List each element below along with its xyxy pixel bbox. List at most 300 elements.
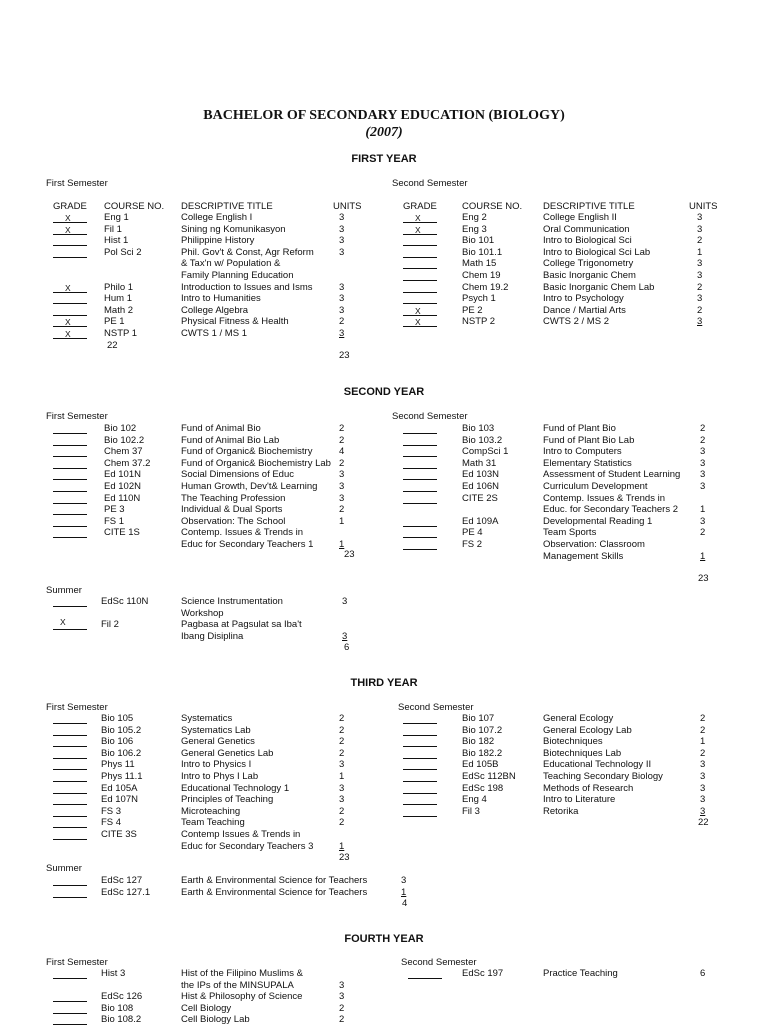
grade-blank: [53, 526, 87, 527]
units-value: 2: [339, 736, 345, 748]
units-value: 3: [697, 293, 703, 305]
units-value: 2: [697, 281, 703, 293]
course-no: Bio 108: [101, 1002, 134, 1014]
descriptive-title: Sining ng Komunikasyon: [181, 223, 286, 235]
grade-blank: [53, 1024, 87, 1025]
descriptive-title: Developmental Reading 1: [543, 515, 653, 527]
descriptive-title: Philippine History: [181, 235, 255, 247]
course-no: Ed 110N: [104, 492, 141, 504]
document-year: (2007): [365, 125, 403, 140]
descriptive-title: Cell Biology: [181, 1002, 232, 1014]
units-value: 3: [339, 492, 345, 504]
course-no: NSTP 2: [462, 316, 496, 328]
units-value: 2: [339, 316, 345, 328]
units-value: 3: [697, 316, 703, 328]
units-value: 3: [700, 805, 706, 817]
units-value: 3: [401, 875, 407, 886]
grade-blank: [53, 606, 87, 607]
grade-mark: X: [65, 282, 71, 293]
grade-blank: [53, 978, 87, 979]
course-no: Bio 101: [462, 235, 495, 247]
course-no: Chem 37.2: [104, 457, 151, 469]
descriptive-title: Family Planning Education: [181, 270, 294, 281]
units-value: 2: [339, 805, 345, 817]
units-value: 3: [697, 270, 703, 281]
course-no: Phys 11: [101, 759, 135, 771]
semester-label: First Semester: [46, 957, 108, 968]
grade-mark: X: [65, 224, 71, 235]
units-value: 3: [700, 782, 706, 794]
descriptive-title: Intro to Computers: [543, 446, 622, 458]
grade-mark: X: [65, 317, 71, 328]
course-no: EdSc 127.1: [101, 886, 151, 898]
descriptive-title: Observation: The School: [181, 515, 286, 527]
units-total: 4: [402, 898, 408, 909]
descriptive-title: Intro to Literature: [543, 794, 616, 806]
grade-blank: [53, 491, 87, 492]
course-no: Bio 103: [462, 423, 495, 434]
grade-blank: [403, 735, 437, 736]
course-no: Bio 105.2: [101, 724, 142, 736]
grade-blank: [403, 793, 437, 794]
grade-blank: [53, 735, 87, 736]
descriptive-title: Systematics: [181, 713, 233, 724]
semester-label: First Semester: [46, 411, 108, 422]
descriptive-title: Curriculum Development: [543, 481, 648, 492]
semester-label: First Semester: [46, 702, 108, 713]
units-value: 2: [697, 235, 703, 247]
grade-blank: [53, 769, 87, 770]
descriptive-title: Human Growth, Dev't& Learning: [181, 481, 318, 492]
grade-blank: [403, 303, 437, 304]
semester-label: Second Semester: [392, 411, 468, 422]
descriptive-title: Intro to Psychology: [543, 293, 624, 305]
descriptive-title: Teaching Secondary Biology: [543, 771, 663, 782]
units-header: UNITS: [689, 201, 718, 212]
units-value: 3: [700, 457, 706, 469]
units-value: 1: [700, 736, 706, 748]
year-heading: FOURTH YEAR: [344, 933, 424, 945]
units-value: 3: [339, 328, 345, 339]
grade-blank: [403, 549, 437, 550]
grade-blank: [53, 723, 87, 724]
descriptive-title: General Genetics: [181, 736, 255, 748]
course-no: Fil 1: [104, 223, 122, 235]
units-value: 1: [339, 840, 345, 852]
descriptive-title: Educational Technology II: [543, 759, 652, 771]
units-total: 6: [344, 642, 350, 653]
course-no: Math 15: [462, 258, 497, 270]
grade-blank: [403, 758, 437, 759]
descriptive-title: Educational Technology 1: [181, 782, 290, 794]
grade-blank: [53, 1001, 87, 1002]
descriptive-title: CWTS 1 / MS 1: [181, 328, 247, 339]
units-total: 23: [344, 549, 355, 560]
descriptive-title: General Ecology: [543, 713, 614, 724]
course-no: FS 1: [104, 515, 125, 527]
document-title: BACHELOR OF SECONDARY EDUCATION (BIOLOGY): [203, 108, 565, 123]
grade-blank: [403, 445, 437, 446]
grade-header: GRADE: [403, 201, 437, 212]
grade-blank: [53, 514, 87, 515]
descriptive-title: Intro to Biological Sci: [543, 235, 632, 247]
units-value: 3: [339, 212, 345, 223]
course-no: FS 3: [101, 805, 122, 817]
units-value: 3: [339, 481, 345, 492]
descriptive-title: College Trigonometry: [543, 258, 634, 270]
units-value: 3: [700, 759, 706, 771]
descriptive-title: Hist of the Filipino Muslims &: [181, 968, 303, 979]
course-no: Eng 2: [462, 212, 487, 223]
descriptive-title: Contemp Issues & Trends in: [181, 829, 301, 840]
descriptive-title: College Algebra: [181, 304, 249, 316]
course-no: Bio 105: [101, 713, 134, 724]
descriptive-title: Hist & Philosophy of Science: [181, 991, 303, 1003]
units-value: 1: [401, 886, 407, 898]
grade-blank: [53, 804, 87, 805]
grade-blank: [53, 257, 87, 258]
course-no: Ed 102N: [104, 481, 141, 492]
units-value: 2: [697, 304, 703, 316]
semester-label: Second Semester: [401, 957, 477, 968]
grade-blank: [403, 456, 437, 457]
descriptive-title: Elementary Statistics: [543, 457, 632, 469]
course-no: Math 2: [104, 304, 134, 316]
course-no: Eng 3: [462, 223, 487, 235]
grade-blank: [53, 629, 87, 630]
course-no: Psych 1: [462, 293, 496, 305]
grade-blank: [403, 769, 437, 770]
descriptive-title: Methods of Research: [543, 782, 634, 794]
descriptive-title: Microteaching: [181, 805, 241, 817]
units-total: 22: [698, 817, 709, 828]
descriptive-title: Intro to Physics I: [181, 759, 252, 771]
units-value: 3: [339, 223, 345, 235]
units-value: 1: [339, 539, 345, 550]
year-heading: THIRD YEAR: [350, 677, 418, 689]
course-no: Bio 107: [462, 713, 495, 724]
course-no: Ed 103N: [462, 469, 499, 481]
grade-mark: X: [415, 317, 421, 328]
descriptive-title: Biotechniques Lab: [543, 747, 622, 759]
descriptive-title: Principles of Teaching: [181, 794, 274, 806]
course-no: Ed 107N: [101, 794, 138, 806]
units-value: 3: [342, 630, 348, 642]
course-no: Bio 102.2: [104, 434, 145, 446]
course-no: Ed 105B: [462, 759, 499, 771]
course-no: Hum 1: [104, 293, 132, 305]
units-value: 3: [339, 794, 345, 806]
units-value: 2: [339, 457, 345, 469]
descriptive-title: The Teaching Profession: [181, 492, 286, 504]
units-total: 23: [698, 573, 709, 584]
course-no: NSTP 1: [104, 328, 138, 339]
units-value: 2: [339, 423, 345, 434]
units-value: 2: [700, 434, 706, 446]
units-value: 3: [339, 782, 345, 794]
descriptive-title: Assessment of Student Learning: [543, 469, 681, 481]
descriptive-title: Basic Inorganic Chem Lab: [543, 281, 655, 293]
units-value: 1: [339, 771, 345, 782]
descriptive-title: General Ecology Lab: [543, 724, 632, 736]
units-value: 3: [700, 794, 706, 806]
course-no: Philo 1: [104, 281, 134, 293]
grade-blank: [53, 897, 87, 898]
grade-mark: X: [60, 617, 66, 628]
descriptive-title: Dance / Martial Arts: [543, 304, 626, 316]
units-total: 22: [107, 340, 118, 351]
units-value: 3: [700, 771, 706, 782]
units-value: 6: [700, 968, 706, 979]
units-value: 3: [700, 515, 706, 527]
descriptive-title: Educ. for Secondary Teachers 2: [543, 504, 679, 516]
course-no: Bio 107.2: [462, 724, 503, 736]
units-value: 3: [697, 258, 703, 270]
course-no: CITE 2S: [462, 492, 498, 504]
grade-blank: [403, 280, 437, 281]
course-no: CITE 3S: [101, 829, 137, 840]
descriptive-title: Intro to Humanities: [181, 293, 261, 305]
units-value: 2: [339, 504, 345, 516]
course-no: PE 1: [104, 316, 125, 328]
units-value: 3: [339, 979, 345, 991]
descriptive-title: Team Sports: [543, 527, 597, 539]
grade-blank: [403, 292, 437, 293]
course-no: Bio 102: [104, 423, 137, 434]
descriptive-title: Management Skills: [543, 550, 624, 562]
grade-blank: [403, 491, 437, 492]
units-value: 2: [339, 1002, 345, 1014]
course-no: CompSci 1: [462, 446, 509, 458]
units-value: 2: [700, 724, 706, 736]
descriptive-title: Contemp. Issues & Trends in: [543, 492, 665, 504]
descriptive-title: Workshop: [181, 607, 224, 619]
grade-blank: [403, 816, 437, 817]
units-value: 2: [339, 724, 345, 736]
descriptive-title: Oral Communication: [543, 223, 630, 235]
units-value: 2: [339, 817, 345, 829]
grade-blank: [403, 723, 437, 724]
course-no: FS 2: [462, 539, 483, 550]
course-no: PE 4: [462, 527, 483, 539]
units-value: 3: [339, 235, 345, 247]
grade-blank: [53, 456, 87, 457]
descriptive-title: Introduction to Issues and Isms: [181, 281, 313, 293]
course-no: Eng 4: [462, 794, 487, 806]
descriptive-title: Social Dimensions of Educ: [181, 469, 294, 481]
units-total: 23: [339, 852, 350, 863]
grade-blank: [53, 885, 87, 886]
units-value: 3: [342, 596, 348, 607]
descriptive-title: CWTS 2 / MS 2: [543, 316, 609, 328]
semester-label: Second Semester: [398, 702, 474, 713]
course-no: EdSc 197: [462, 968, 504, 979]
grade-blank: [53, 827, 87, 828]
descriptive-title: Phil. Gov't & Const, Agr Reform: [181, 246, 314, 258]
grade-blank: [53, 1013, 87, 1014]
grade-blank: [53, 315, 87, 316]
grade-blank: [53, 537, 87, 538]
grade-blank: [53, 303, 87, 304]
course-no: Fil 3: [462, 805, 480, 817]
grade-blank: [408, 978, 442, 979]
descriptive-title: Contemp. Issues & Trends in: [181, 527, 303, 539]
descriptive-title: & Tax'n w/ Population &: [181, 258, 281, 270]
grade-mark: X: [65, 329, 71, 339]
semester-label: Summer: [46, 863, 82, 874]
course-no: Bio 182: [462, 736, 495, 748]
units-value: 2: [700, 527, 706, 539]
descriptive-title: Intro to Biological Sci Lab: [543, 246, 651, 258]
units-value: 4: [339, 446, 345, 458]
descriptive-title: Pagbasa at Pagsulat sa Iba't: [181, 619, 302, 631]
course-no: Ed 105A: [101, 782, 138, 794]
course-no-header: COURSE NO.: [462, 201, 523, 212]
units-value: 3: [339, 246, 345, 258]
course-no: FS 4: [101, 817, 122, 829]
course-no: Chem 37: [104, 446, 143, 458]
course-no: Bio 182.2: [462, 747, 503, 759]
course-no: Pol Sci 2: [104, 246, 142, 258]
course-no: CITE 1S: [104, 527, 140, 539]
grade-blank: [403, 746, 437, 747]
units-value: 3: [697, 223, 703, 235]
units-value: 3: [339, 281, 345, 293]
descriptive-title: Fund of Animal Bio: [181, 423, 261, 434]
descriptive-title-header: DESCRIPTIVE TITLE: [543, 201, 635, 212]
units-value: 3: [339, 991, 345, 1003]
course-no: Ed 106N: [462, 481, 499, 492]
grade-blank: [53, 468, 87, 469]
units-value: 2: [339, 1014, 345, 1026]
descriptive-title: Retorika: [543, 805, 579, 817]
units-value: 1: [339, 515, 345, 527]
semester-label: Second Semester: [392, 178, 468, 189]
units-value: 3: [700, 446, 706, 458]
descriptive-title: Basic Inorganic Chem: [543, 270, 636, 281]
course-no: PE 3: [104, 504, 125, 516]
course-no: Phys 11.1: [101, 771, 143, 782]
grade-blank: [403, 468, 437, 469]
descriptive-title: Biotechniques: [543, 736, 603, 748]
course-no: Bio 101.1: [462, 246, 503, 258]
course-no: Ed 101N: [104, 469, 141, 481]
grade-blank: [53, 746, 87, 747]
descriptive-title: Observation: Classroom: [543, 539, 645, 550]
descriptive-title: Fund of Animal Bio Lab: [181, 434, 280, 446]
course-no: Ed 109A: [462, 515, 499, 527]
grade-mark: X: [415, 213, 421, 223]
grade-mark: X: [65, 213, 71, 223]
descriptive-title: Earth & Environmental Science for Teachers: [181, 875, 368, 886]
descriptive-title: Systematics Lab: [181, 724, 251, 736]
descriptive-title: the IPs of the MINSUPALA: [181, 979, 294, 991]
grade-blank: [403, 479, 437, 480]
grade-blank: [53, 433, 87, 434]
units-value: 3: [339, 759, 345, 771]
descriptive-title: Earth & Environmental Science for Teachers: [181, 886, 368, 898]
descriptive-title: Cell Biology Lab: [181, 1014, 250, 1026]
units-value: 2: [700, 747, 706, 759]
units-value: 2: [339, 713, 345, 724]
units-value: 3: [339, 304, 345, 316]
units-value: 3: [339, 293, 345, 305]
grade-mark: X: [415, 305, 421, 316]
descriptive-title: Individual & Dual Sports: [181, 504, 283, 516]
units-value: 1: [700, 550, 706, 562]
units-header: UNITS: [333, 201, 362, 212]
course-no: Eng 1: [104, 212, 129, 223]
grade-blank: [403, 257, 437, 258]
course-no: EdSc 198: [462, 782, 504, 794]
units-total: 23: [339, 350, 350, 361]
descriptive-title: Practice Teaching: [543, 968, 618, 979]
units-value: 3: [700, 469, 706, 481]
course-no-header: COURSE NO.: [104, 201, 165, 212]
grade-header: GRADE: [53, 201, 87, 212]
units-value: 2: [339, 747, 345, 759]
year-heading: FIRST YEAR: [351, 153, 417, 165]
grade-blank: [53, 503, 87, 504]
grade-blank: [53, 445, 87, 446]
course-no: PE 2: [462, 304, 483, 316]
units-value: 2: [700, 423, 706, 434]
units-value: 2: [700, 713, 706, 724]
course-no: Bio 106.2: [101, 747, 142, 759]
course-no: Fil 2: [101, 619, 119, 631]
course-no: Chem 19.2: [462, 281, 509, 293]
descriptive-title: General Genetics Lab: [181, 747, 274, 759]
grade-blank: [53, 839, 87, 840]
descriptive-title: Fund of Plant Bio: [543, 423, 616, 434]
units-value: 3: [697, 212, 703, 223]
descriptive-title: Fund of Organic& Biochemistry Lab: [181, 457, 331, 469]
descriptive-title: Science Instrumentation: [181, 596, 283, 607]
grade-blank: [403, 804, 437, 805]
descriptive-title-header: DESCRIPTIVE TITLE: [181, 201, 273, 212]
grade-blank: [53, 781, 87, 782]
semester-label: Summer: [46, 585, 82, 596]
course-no: Hist 1: [104, 235, 129, 247]
course-no: Math 31: [462, 457, 497, 469]
units-value: 2: [339, 434, 345, 446]
grade-blank: [403, 526, 437, 527]
grade-blank: [53, 245, 87, 246]
grade-blank: [53, 479, 87, 480]
units-value: 1: [700, 504, 706, 516]
course-no: EdSc 112BN: [462, 771, 516, 782]
course-no: EdSc 126: [101, 991, 143, 1003]
descriptive-title: Fund of Organic& Biochemistry: [181, 446, 313, 458]
grade-blank: [403, 503, 437, 504]
grade-blank: [403, 245, 437, 246]
descriptive-title: Intro to Phys I Lab: [181, 771, 259, 782]
course-no: EdSc 110N: [101, 596, 149, 607]
grade-blank: [53, 758, 87, 759]
descriptive-title: Team Teaching: [181, 817, 245, 829]
grade-blank: [403, 781, 437, 782]
descriptive-title: Educ for Secondary Teachers 1: [181, 539, 314, 550]
course-no: Chem 19: [462, 270, 501, 281]
course-no: Bio 108.2: [101, 1014, 142, 1026]
course-no: Hist 3: [101, 968, 126, 979]
course-no: Bio 106: [101, 736, 134, 748]
grade-blank: [53, 816, 87, 817]
grade-mark: X: [415, 224, 421, 235]
units-value: 3: [339, 469, 345, 481]
year-heading: SECOND YEAR: [343, 386, 425, 398]
descriptive-title: Educ for Secondary Teachers 3: [181, 840, 314, 852]
